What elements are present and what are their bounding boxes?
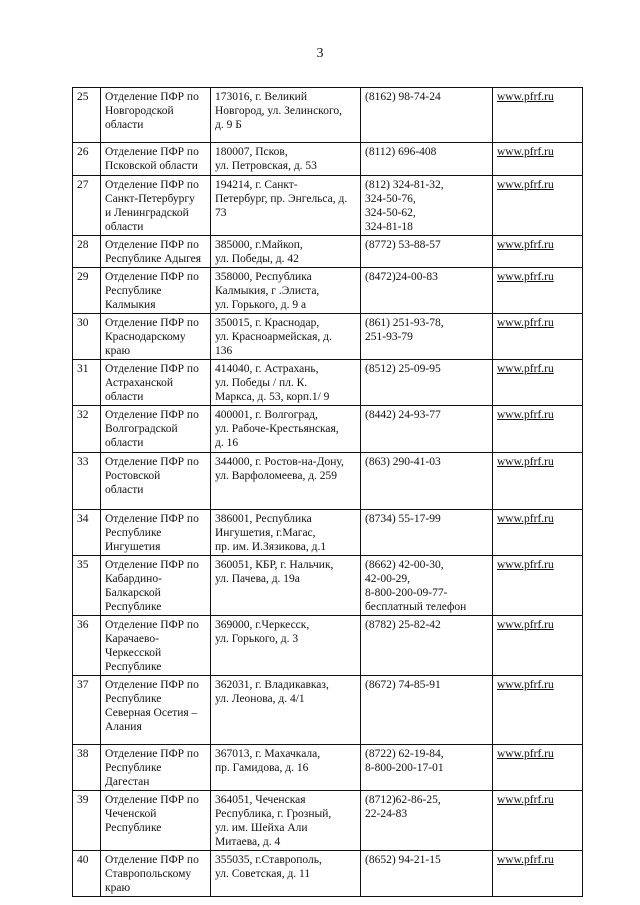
office-address: 344000, г. Ростов-на-Дону, ул. Варфоломеева, д. 259 bbox=[211, 453, 361, 510]
row-number: 30 bbox=[73, 314, 101, 360]
row-number: 25 bbox=[73, 88, 101, 143]
table-row bbox=[73, 676, 583, 745]
table-row bbox=[73, 314, 583, 360]
row-number: 27 bbox=[73, 176, 101, 236]
office-phone: (8472)24-00-83 bbox=[361, 268, 493, 314]
row-number: 38 bbox=[73, 745, 101, 791]
office-address: 173016, г. Великий Новгород, ул. Зелинского, д. 9 Б bbox=[211, 88, 361, 143]
office-phone: (863) 290-41-03 bbox=[361, 453, 493, 510]
table-row bbox=[73, 268, 583, 314]
table-row bbox=[73, 556, 583, 616]
office-website[interactable]: www.pfrf.ru bbox=[493, 510, 583, 556]
office-address: 360051, КБР, г. Нальчик, ул. Пачева, д. 19а bbox=[211, 556, 361, 616]
row-number: 28 bbox=[73, 236, 101, 268]
row-number: 37 bbox=[73, 676, 101, 745]
office-name: Отделение ПФР по Волгоградской области bbox=[101, 406, 211, 453]
office-website[interactable]: www.pfrf.ru bbox=[493, 88, 583, 143]
office-address: 180007, Псков, ул. Петровская, д. 53 bbox=[211, 143, 361, 176]
row-number: 40 bbox=[73, 851, 101, 897]
office-address: 355035, г.Ставрополь, ул. Советская, д. 11 bbox=[211, 851, 361, 897]
office-phone: (8162) 98-74-24 bbox=[361, 88, 493, 143]
office-name: Отделение ПФР по Чеченской Республике bbox=[101, 791, 211, 851]
pfr-offices-table bbox=[72, 87, 583, 897]
row-number: 32 bbox=[73, 406, 101, 453]
office-website[interactable]: www.pfrf.ru bbox=[493, 851, 583, 897]
row-number: 35 bbox=[73, 556, 101, 616]
office-website[interactable]: www.pfrf.ru bbox=[493, 676, 583, 745]
table-row bbox=[73, 851, 583, 897]
office-website[interactable]: www.pfrf.ru bbox=[493, 268, 583, 314]
office-website[interactable]: www.pfrf.ru bbox=[493, 176, 583, 236]
office-phone: (8442) 24-93-77 bbox=[361, 406, 493, 453]
row-number: 36 bbox=[73, 616, 101, 676]
office-name: Отделение ПФР по Республике Калмыкия bbox=[101, 268, 211, 314]
table-row bbox=[73, 88, 583, 143]
office-name: Отделение ПФР по Карачаево- Черкесской Республике bbox=[101, 616, 211, 676]
table-row bbox=[73, 510, 583, 556]
table-row bbox=[73, 616, 583, 676]
office-address: 358000, Республика Калмыкия, г .Элиста, ул. Горького, д. 9 а bbox=[211, 268, 361, 314]
office-website[interactable]: www.pfrf.ru bbox=[493, 314, 583, 360]
office-phone: (8512) 25-09-95 bbox=[361, 360, 493, 406]
table-row bbox=[73, 791, 583, 851]
row-number: 33 bbox=[73, 453, 101, 510]
office-name: Отделение ПФР по Республике Дагестан bbox=[101, 745, 211, 791]
office-name: Отделение ПФР по Санкт-Петербургу и Ленинградской области bbox=[101, 176, 211, 236]
table-row bbox=[73, 176, 583, 236]
table-row bbox=[73, 453, 583, 510]
office-name: Отделение ПФР по Ставропольскому краю bbox=[101, 851, 211, 897]
office-address: 385000, г.Майкоп, ул. Победы, д. 42 bbox=[211, 236, 361, 268]
table-row bbox=[73, 143, 583, 176]
office-phone: (8672) 74-85-91 bbox=[361, 676, 493, 745]
office-address: 400001, г. Волгоград, ул. Рабоче-Крестьянская, д. 16 bbox=[211, 406, 361, 453]
office-address: 367013, г. Махачкала, пр. Гамидова, д. 16 bbox=[211, 745, 361, 791]
office-website[interactable]: www.pfrf.ru bbox=[493, 406, 583, 453]
row-number: 29 bbox=[73, 268, 101, 314]
row-number: 26 bbox=[73, 143, 101, 176]
office-address: 369000, г.Черкесск, ул. Горького, д. 3 bbox=[211, 616, 361, 676]
office-website[interactable]: www.pfrf.ru bbox=[493, 236, 583, 268]
office-website[interactable]: www.pfrf.ru bbox=[493, 453, 583, 510]
page-number: 3 bbox=[316, 46, 324, 61]
office-name: Отделение ПФР по Республике Адыгея bbox=[101, 236, 211, 268]
office-address: 362031, г. Владикавказ, ул. Леонова, д. 4/1 bbox=[211, 676, 361, 745]
office-name: Отделение ПФР по Кабардино- Балкарской Республике bbox=[101, 556, 211, 616]
office-name: Отделение ПФР по Республике Ингушетия bbox=[101, 510, 211, 556]
office-phone: (8662) 42-00-30, 42-00-29, 8-800-200-09-77- бесплатный телефон bbox=[361, 556, 493, 616]
office-name: Отделение ПФР по Республике Северная Осетия – Алания bbox=[101, 676, 211, 745]
office-website[interactable]: www.pfrf.ru bbox=[493, 616, 583, 676]
office-address: 414040, г. Астрахань, ул. Победы / пл. К. Маркса, д. 53, корп.1/ 9 bbox=[211, 360, 361, 406]
row-number: 31 bbox=[73, 360, 101, 406]
row-number: 34 bbox=[73, 510, 101, 556]
office-phone: (8772) 53-88-57 bbox=[361, 236, 493, 268]
office-website[interactable]: www.pfrf.ru bbox=[493, 556, 583, 616]
office-website[interactable]: www.pfrf.ru bbox=[493, 360, 583, 406]
table-row bbox=[73, 236, 583, 268]
office-name: Отделение ПФР по Новгородской области bbox=[101, 88, 211, 143]
table-row bbox=[73, 745, 583, 791]
office-phone: (812) 324-81-32, 324-50-76, 324-50-62, 324-81-18 bbox=[361, 176, 493, 236]
office-phone: (8734) 55-17-99 bbox=[361, 510, 493, 556]
table-row bbox=[73, 360, 583, 406]
office-website[interactable]: www.pfrf.ru bbox=[493, 143, 583, 176]
office-name: Отделение ПФР по Краснодарскому краю bbox=[101, 314, 211, 360]
office-address: 386001, Республика Ингушетия, г.Магас, пр. им. И.Зязикова, д.1 bbox=[211, 510, 361, 556]
office-name: Отделение ПФР по Ростовской области bbox=[101, 453, 211, 510]
office-phone: (8782) 25-82-42 bbox=[361, 616, 493, 676]
office-address: 350015, г. Краснодар, ул. Красноармейская, д. 136 bbox=[211, 314, 361, 360]
office-phone: (861) 251-93-78, 251-93-79 bbox=[361, 314, 493, 360]
office-website[interactable]: www.pfrf.ru bbox=[493, 791, 583, 851]
office-phone: (8112) 696-408 bbox=[361, 143, 493, 176]
row-number: 39 bbox=[73, 791, 101, 851]
office-website[interactable]: www.pfrf.ru bbox=[493, 745, 583, 791]
office-phone: (8712)62-86-25, 22-24-83 bbox=[361, 791, 493, 851]
table-row bbox=[73, 406, 583, 453]
office-address: 194214, г. Санкт- Петербург, пр. Энгельса, д. 73 bbox=[211, 176, 361, 236]
office-name: Отделение ПФР по Псковской области bbox=[101, 143, 211, 176]
office-phone: (8722) 62-19-84, 8-800-200-17-01 bbox=[361, 745, 493, 791]
office-name: Отделение ПФР по Астраханской области bbox=[101, 360, 211, 406]
office-address: 364051, Чеченская Республика, г. Грозный, ул. им. Шейха Али Митаева, д. 4 bbox=[211, 791, 361, 851]
office-phone: (8652) 94-21-15 bbox=[361, 851, 493, 897]
